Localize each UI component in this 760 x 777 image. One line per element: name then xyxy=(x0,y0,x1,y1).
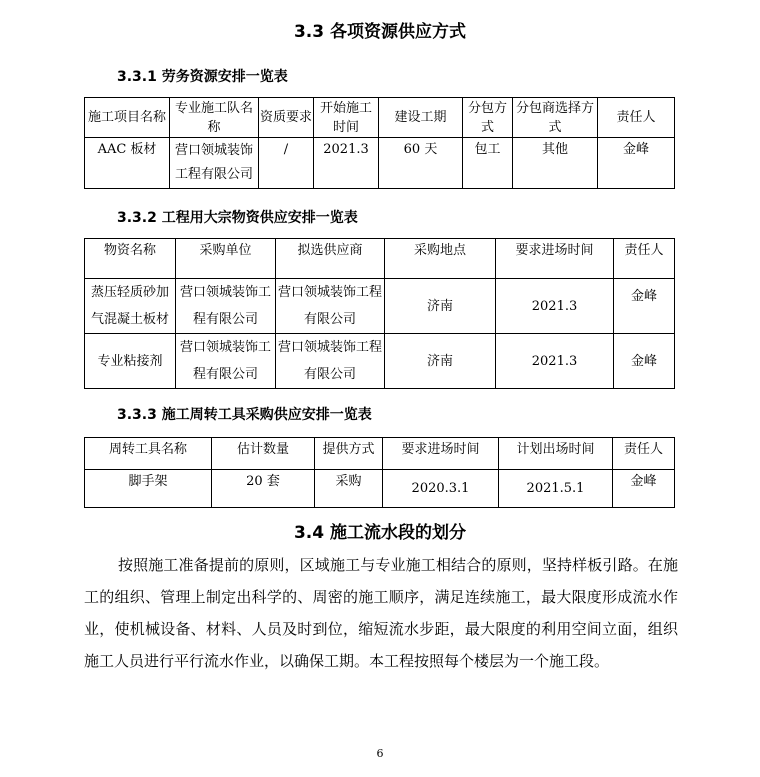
table-cell: 采购 xyxy=(315,470,383,508)
table-cell: / xyxy=(259,138,314,189)
materials-table xyxy=(84,238,675,389)
table-row xyxy=(85,334,675,389)
header-cell: 要求进场时间 xyxy=(496,239,614,279)
table-cell: 金峰 xyxy=(598,138,675,189)
header-cell: 责任人 xyxy=(598,98,675,138)
header-cell: 责任人 xyxy=(613,438,675,470)
table-cell: 蒸压轻质砂加气混凝土板材 xyxy=(85,279,176,334)
table-cell: 2021.3 xyxy=(496,334,614,389)
table-cell: 金峰 xyxy=(614,279,675,334)
tools-table xyxy=(84,437,675,508)
table-cell: 2021.5.1 xyxy=(499,470,613,508)
table-cell: 2020.3.1 xyxy=(383,470,499,508)
page-number: 6 xyxy=(376,747,384,760)
header-cell: 拟选供应商 xyxy=(276,239,385,279)
table-cell: 营口领城装饰工程有限公司 xyxy=(276,334,385,389)
header-cell: 分包商选择方式 xyxy=(513,98,598,138)
table-cell: 2021.3 xyxy=(314,138,379,189)
table-cell: 2021.3 xyxy=(496,279,614,334)
section-3-4-title: 3.4 施工流水段的划分 xyxy=(293,523,467,543)
table-cell: AAC 板材 xyxy=(85,138,170,189)
table-cell: 其他 xyxy=(513,138,598,189)
header-cell: 建设工期 xyxy=(379,98,463,138)
table-row xyxy=(85,138,675,189)
table-header-row xyxy=(85,438,675,470)
table-cell: 脚手架 xyxy=(85,470,212,508)
table-cell: 济南 xyxy=(385,334,496,389)
header-cell: 资质要求 xyxy=(259,98,314,138)
table-header-row xyxy=(85,239,675,279)
section-3-4-paragraph: 按照施工准备提前的原则，区域施工与专业施工相结合的原则，坚持样板引路。在施工的组织、管理上制定出科学的、周密的施工顺序，满足连续施工，最大限度形成流水作业，使机械设备、材料、人员及时到位，缩短流水步距，最大限度的利用空间立面，组织施工人员进行平行流水作业，以确保工期。本工程按照每个楼层为一个施工段。 xyxy=(84,556,678,670)
table-cell: 营口领城装饰工程有限公司 xyxy=(276,279,385,334)
table-cell: 包工 xyxy=(463,138,513,189)
table-cell: 济南 xyxy=(385,279,496,334)
header-cell: 施工项目名称 xyxy=(85,98,170,138)
table-cell: 金峰 xyxy=(613,470,675,508)
header-cell: 要求进场时间 xyxy=(383,438,499,470)
header-cell: 专业施工队名称 xyxy=(170,98,259,138)
header-cell: 采购地点 xyxy=(385,239,496,279)
header-cell: 开始施工时间 xyxy=(314,98,379,138)
table-cell: 营口领城装饰工程有限公司 xyxy=(176,334,276,389)
table-cell: 20 套 xyxy=(212,470,315,508)
header-cell: 周转工具名称 xyxy=(85,438,212,470)
header-cell: 分包方式 xyxy=(463,98,513,138)
section-3-3-title: 3.3 各项资源供应方式 xyxy=(293,22,467,42)
header-cell: 采购单位 xyxy=(176,239,276,279)
materials-table-title: 3.3.2 工程用大宗物资供应安排一览表 xyxy=(117,210,358,226)
table-row xyxy=(85,470,675,508)
table-header-row xyxy=(85,98,675,138)
table-cell: 专业粘接剂 xyxy=(85,334,176,389)
table-cell: 60 天 xyxy=(379,138,463,189)
header-cell: 估计数量 xyxy=(212,438,315,470)
header-cell: 物资名称 xyxy=(85,239,176,279)
header-cell: 计划出场时间 xyxy=(499,438,613,470)
labor-table xyxy=(84,97,675,189)
tools-table-title: 3.3.3 施工周转工具采购供应安排一览表 xyxy=(117,407,372,423)
header-cell: 提供方式 xyxy=(315,438,383,470)
header-cell: 责任人 xyxy=(614,239,675,279)
labor-table-title: 3.3.1 劳务资源安排一览表 xyxy=(117,69,288,85)
table-cell: 金峰 xyxy=(614,334,675,389)
table-cell: 营口领城装饰工程有限公司 xyxy=(176,279,276,334)
table-row xyxy=(85,279,675,334)
table-cell: 营口领城装饰工程有限公司 xyxy=(170,138,259,189)
